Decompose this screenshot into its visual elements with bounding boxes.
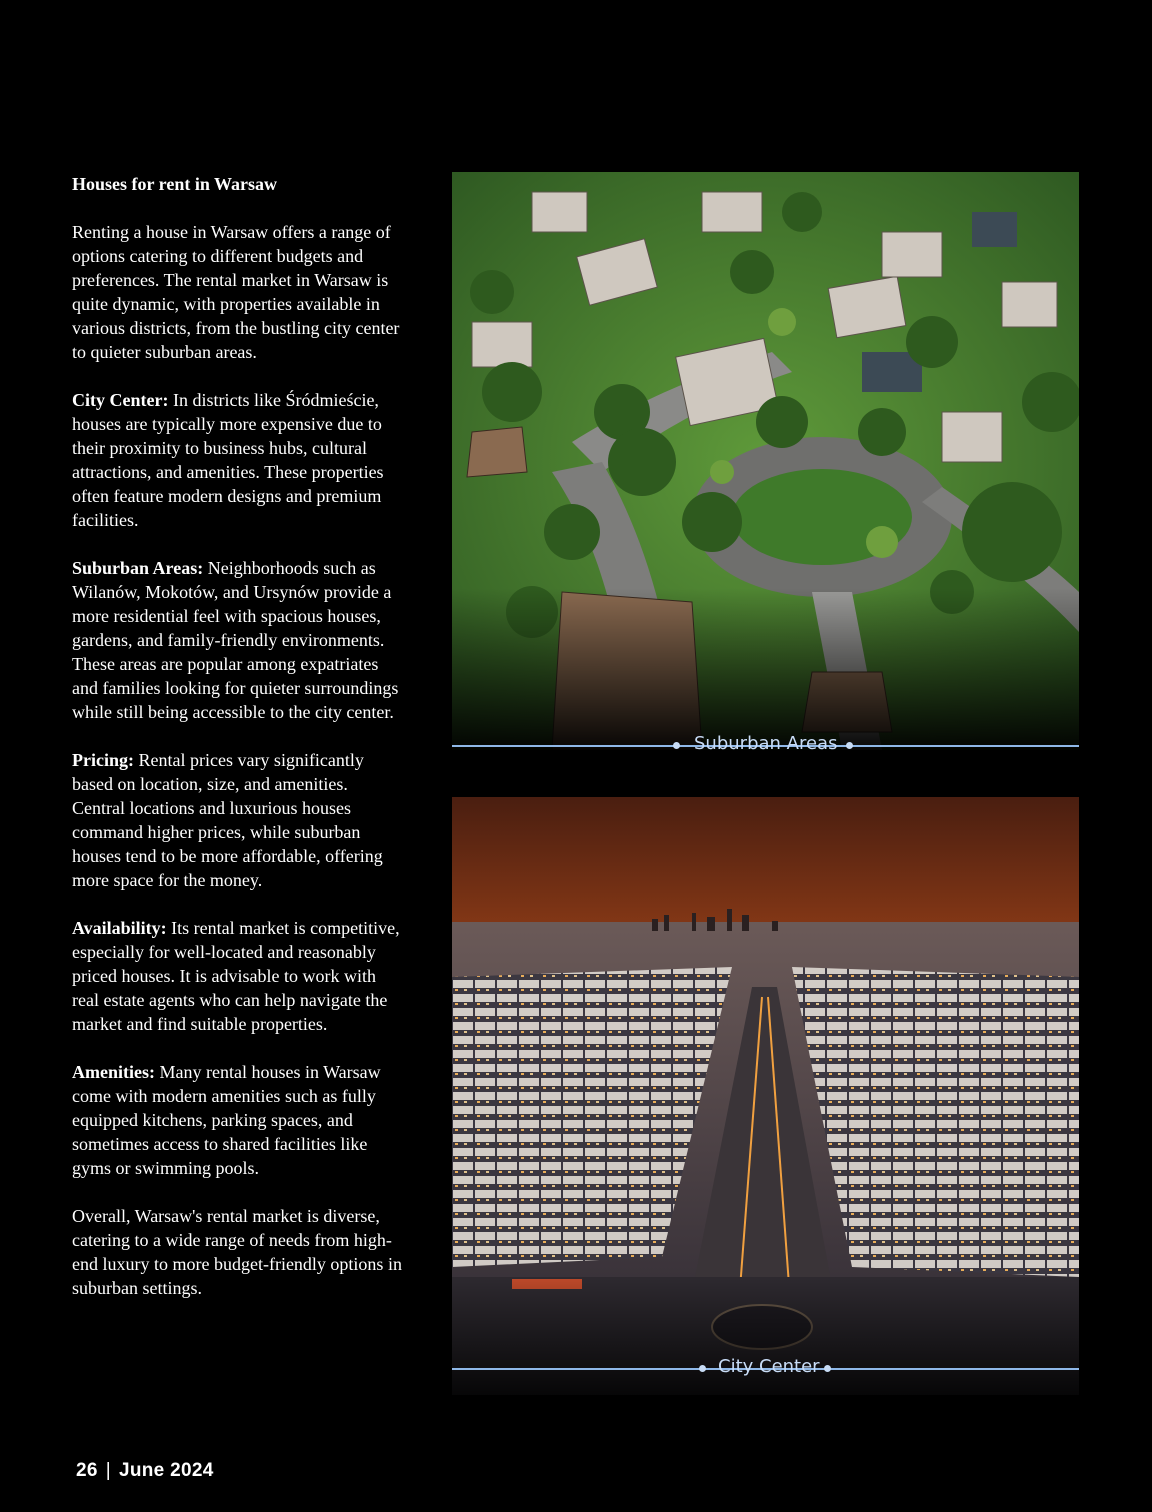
issue-date: June 2024 <box>118 1460 214 1481</box>
section-availability <box>72 916 404 1036</box>
caption-dot-left <box>699 1365 706 1372</box>
city-center-photo <box>452 797 1079 1395</box>
section-label: Availability: <box>72 918 167 938</box>
section-amenities <box>72 1060 404 1180</box>
section-label: Amenities: <box>72 1062 155 1082</box>
suburban-areas-photo <box>452 172 1079 750</box>
suburban-areas-caption: Suburban Areas <box>694 733 838 750</box>
caption-dot-left <box>673 742 680 749</box>
section-text: In districts like Śródmieście, houses are typically more expensive due to their proximity to business hubs, cultural attractions, and amenities. These properties often feature modern designs and premium facilities. <box>72 390 384 530</box>
section-suburban-areas <box>72 556 404 724</box>
article-conclusion: Overall, Warsaw's rental market is diverse, catering to a wide range of needs from high-end luxury to more budget-friendly options in suburban settings. <box>72 1206 402 1298</box>
caption-dot-right <box>846 742 853 749</box>
page-number: 26 <box>76 1460 98 1481</box>
section-text: Rental prices vary significantly based on location, size, and amenities. Central locations and luxurious houses command higher prices, while suburban houses tend to be more affordable, offering more space for the money. <box>72 750 383 890</box>
article-heading: Houses for rent in Warsaw <box>72 174 278 194</box>
section-label: City Center: <box>72 390 169 410</box>
article-body <box>72 172 404 1324</box>
article-intro: Renting a house in Warsaw offers a range of options catering to different budgets and preferences. The rental market in Warsaw is quite dynamic, with properties available in various districts, from the bustling city center to quieter suburban areas. <box>72 222 400 362</box>
section-text: Many rental houses in Warsaw come with modern amenities such as fully equipped kitchens, parking spaces, and sometimes access to shared facilities like gyms or swimming pools. <box>72 1062 381 1178</box>
caption-dot-right <box>824 1365 831 1372</box>
page-footer <box>76 1460 214 1482</box>
footer-separator: | <box>105 1460 111 1481</box>
section-text: Neighborhoods such as Wilanów, Mokotów, and Ursynów provide a more residential feel with spacious houses, gardens, and family-friendly environments. These areas are popular among expatriates and families looking for quieter surroundings while still being accessible to the city center. <box>72 558 399 722</box>
city-center-caption: City Center <box>718 1356 820 1377</box>
section-label: Pricing: <box>72 750 134 770</box>
section-pricing <box>72 748 404 892</box>
section-city-center <box>72 388 404 532</box>
section-text: Its rental market is competitive, especially for well-located and reasonably priced houses. It is advisable to work with real estate agents who can help navigate the market and find suitable properties. <box>72 918 400 1034</box>
section-label: Suburban Areas: <box>72 558 204 578</box>
